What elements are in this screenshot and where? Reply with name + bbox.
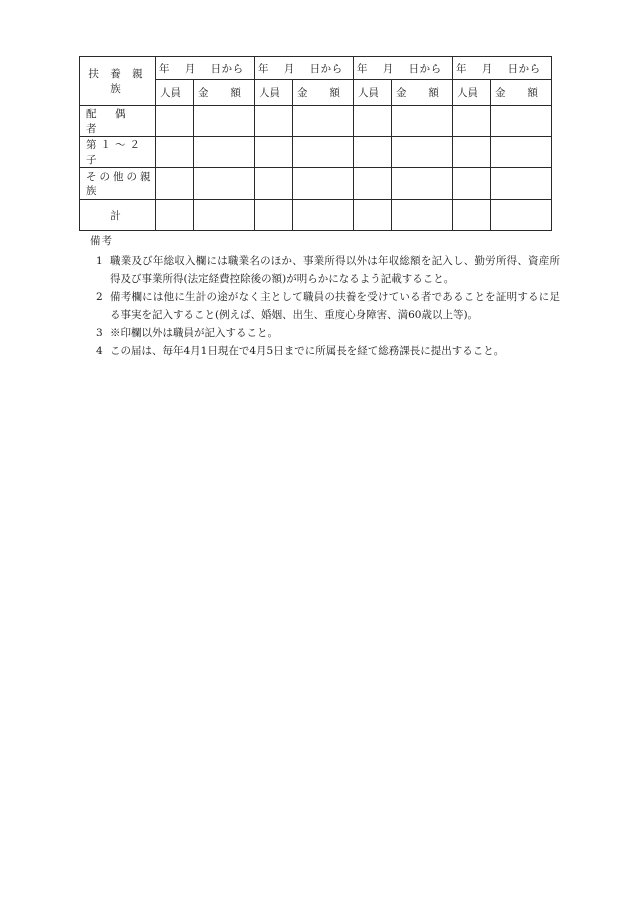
remark-text: この届は、毎年4月1日現在で4月5日までに所属長を経て総務課長に提出すること。: [110, 345, 505, 357]
input-cell[interactable]: [354, 168, 392, 200]
remarks-section: [90, 232, 560, 360]
period-header-row: [80, 57, 552, 80]
input-cell[interactable]: [491, 200, 552, 231]
people-header-2: 人員: [255, 80, 293, 106]
amount-header-2: 金 額: [293, 80, 354, 106]
input-cell[interactable]: [491, 106, 552, 137]
input-cell[interactable]: [156, 200, 194, 231]
input-cell[interactable]: [255, 137, 293, 168]
table-row-other-relatives: [80, 168, 552, 200]
input-cell[interactable]: [491, 137, 552, 168]
input-cell[interactable]: [255, 200, 293, 231]
row-label-spouse: 配 偶 者: [80, 106, 156, 137]
input-cell[interactable]: [392, 168, 453, 200]
input-cell[interactable]: [194, 137, 255, 168]
table-row-children: [80, 137, 552, 168]
input-cell[interactable]: [156, 137, 194, 168]
row-label-other-relatives: その他の親族: [80, 168, 156, 200]
input-cell[interactable]: [293, 106, 354, 137]
remark-item-2: [90, 288, 560, 324]
row-label-children: 第１～２子: [80, 137, 156, 168]
input-cell[interactable]: [194, 106, 255, 137]
period-header-3: 年 月 日から: [354, 57, 453, 80]
input-cell[interactable]: [156, 168, 194, 200]
remark-number: 3: [96, 327, 103, 339]
remark-item-3: [90, 324, 560, 342]
input-cell[interactable]: [354, 137, 392, 168]
amount-header-1: 金 額: [194, 80, 255, 106]
people-header-4: 人員: [453, 80, 491, 106]
input-cell[interactable]: [255, 168, 293, 200]
input-cell[interactable]: [453, 137, 491, 168]
remark-text: 備考欄には他に生計の途がなく主として職員の扶養を受けている者であることを証明するに足る事実を記入すること(例えば、婚姻、出生、重度心身障害、満60歳以上等)。: [110, 291, 560, 321]
period-header-1: 年 月 日から: [156, 57, 255, 80]
amount-header-3: 金 額: [392, 80, 453, 106]
input-cell[interactable]: [194, 168, 255, 200]
input-cell[interactable]: [194, 200, 255, 231]
remark-text: 職業及び年総収入欄には職業名のほか、事業所得以外は年収総額を記入し、勤労所得、資産所得及び事業所得(法定経費控除後の額)が明らかになるよう記載すること。: [110, 255, 560, 285]
input-cell[interactable]: [293, 200, 354, 231]
input-cell[interactable]: [453, 106, 491, 137]
period-header-2: 年 月 日から: [255, 57, 354, 80]
remark-item-4: [90, 342, 560, 360]
remark-number: 4: [96, 345, 103, 357]
input-cell[interactable]: [354, 106, 392, 137]
input-cell[interactable]: [392, 106, 453, 137]
remark-number: 1: [96, 255, 103, 267]
people-header-1: 人員: [156, 80, 194, 106]
input-cell[interactable]: [354, 200, 392, 231]
table-row-total: [80, 200, 552, 231]
input-cell[interactable]: [293, 137, 354, 168]
input-cell[interactable]: [293, 168, 354, 200]
people-header-3: 人員: [354, 80, 392, 106]
input-cell[interactable]: [392, 200, 453, 231]
period-header-4: 年 月 日から: [453, 57, 552, 80]
amount-header-4: 金 額: [491, 80, 552, 106]
remarks-title: 備考: [90, 235, 113, 247]
remark-number: 2: [96, 291, 103, 303]
remark-item-1: [90, 252, 560, 288]
input-cell[interactable]: [156, 106, 194, 137]
input-cell[interactable]: [453, 168, 491, 200]
input-cell[interactable]: [453, 200, 491, 231]
input-cell[interactable]: [255, 106, 293, 137]
input-cell[interactable]: [392, 137, 453, 168]
input-cell[interactable]: [491, 168, 552, 200]
dependents-income-table: [79, 56, 552, 231]
remark-text: ※印欄以外は職員が記入すること。: [110, 327, 278, 339]
table-row-spouse: [80, 106, 552, 137]
dependents-header-cell: 扶 養 親 族: [80, 57, 156, 106]
row-label-total: 計: [80, 200, 156, 231]
